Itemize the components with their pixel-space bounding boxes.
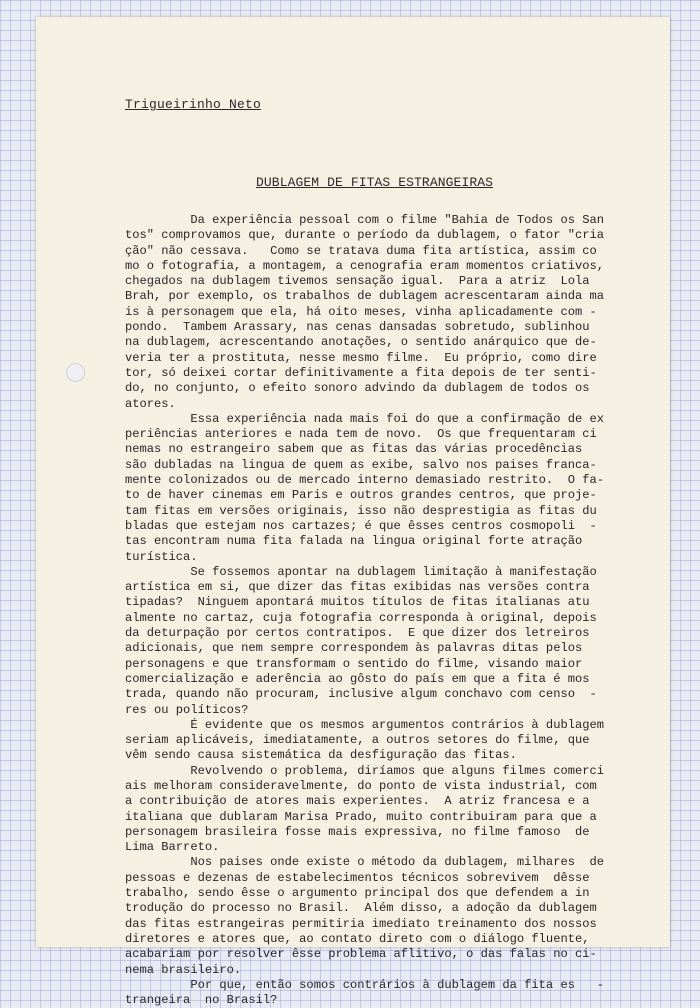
- text-line: almente no cartaz, cuja fotografia corresponda à original, depois: [125, 610, 597, 625]
- document-body: [125, 213, 625, 1008]
- text-line: trangeira no Brasil?: [125, 993, 278, 1008]
- document-page: [36, 17, 670, 1008]
- text-line: trodução do processo no Brasil. Além disso, a adoção da dublagem: [125, 901, 597, 916]
- text-line: vêm sendo causa sistemática da desfiguração das fitas.: [125, 748, 517, 763]
- text-line: nema brasileiro.: [125, 962, 242, 977]
- text-line: tas encontram numa fita falada na lingua original forte atração: [125, 534, 583, 549]
- text-line: Lima Barreto.: [125, 840, 220, 855]
- text-line: periências anteriores e nada tem de novo. Os que frequentaram ci: [125, 427, 597, 442]
- text-line: diretores e atores que, ao contato direto com o diálogo fluente,: [125, 931, 590, 946]
- text-line: to de haver cinemas em Paris e outros grandes centros, que proje-: [125, 488, 597, 503]
- text-line: comercialização e aderência ao gôsto do país em que a fita é mos: [125, 671, 590, 686]
- text-line: ção" não cessava. Como se tratava duma fita artística, assim co: [125, 243, 597, 258]
- text-line: adicionais, que nem sempre correspondem às palavras ditas pelos: [125, 641, 583, 656]
- text-line: a contribuição de atores mais experientes. A atriz francesa e a: [125, 794, 590, 809]
- text-line: Se fossemos apontar na dublagem limitação à manifestação: [125, 564, 597, 579]
- punch-hole: [66, 363, 85, 382]
- text-line: nemas no estrangeiro sabem que as fitas das várias procedências: [125, 442, 583, 457]
- text-line: acabariam por resolver êsse problema aflitivo, o das falas no ci-: [125, 947, 597, 962]
- document-title: DUBLAGEM DE FITAS ESTRANGEIRAS: [256, 175, 494, 190]
- text-line: artística em si, que dizer das fitas exibidas nas versões contra: [125, 580, 590, 595]
- text-line: mente colonizados ou de mercado interno demasiado restrito. O fa-: [125, 473, 604, 488]
- text-line: Da experiência pessoal com o filme "Bahia de Todos os San: [125, 213, 604, 227]
- text-line: Por que, então somos contrários à dublagem da fita es -: [125, 977, 604, 992]
- text-line: Brah, por exemplo, os trabalhos de dublagem acrescentaram ainda ma: [125, 289, 604, 304]
- text-line: trabalho, sendo êsse o argumento principal dos que defendem a in: [125, 886, 590, 901]
- text-line: veria ter a prostituta, nesse mesmo filme. Eu próprio, como dire: [125, 350, 597, 365]
- text-line: res ou políticos?: [125, 702, 249, 717]
- text-line: tam fitas em versões originais, isso não desprestigia as fitas du: [125, 503, 597, 518]
- text-line: das fitas estrangeiras permitiria imediato treinamento dos nossos: [125, 916, 597, 931]
- text-line: Revolvendo o problema, diríamos que alguns filmes comerci: [125, 763, 604, 778]
- text-line: da deturpação por certos contratipos. E que dizer dos letreiros: [125, 626, 590, 641]
- text-line: personagens e que transformam o sentido do filme, visando maior: [125, 656, 583, 671]
- text-line: Essa experiência nada mais foi do que a confirmação de ex: [125, 411, 604, 426]
- text-line: do, no conjunto, o efeito sonoro advindo da dublagem de todos os: [125, 381, 590, 396]
- text-line: ais melhoram consideravelmente, do ponto de vista industrial, com: [125, 778, 597, 793]
- text-line: is à personagem que ela, há oito meses, vinha aplicadamente com -: [125, 304, 597, 319]
- text-line: na dublagem, acrescentando anotações, o sentido anárquico que de-: [125, 335, 597, 350]
- text-line: italiana que dublaram Marisa Prado, muito contribuiram para que a: [125, 809, 597, 824]
- text-line: chegados na dublagem tivemos sensação igual. Para a atriz Lola: [125, 274, 590, 289]
- text-line: personagem brasileira fosse mais expressiva, no filme famoso de: [125, 824, 590, 839]
- text-line: mo o fotografia, a montagem, a cenografia eram momentos criativos,: [125, 258, 604, 273]
- text-line: atores.: [125, 396, 176, 411]
- text-line: bladas que estejam nos cartazes; é que êsses centros cosmopoli -: [125, 518, 597, 533]
- text-line: pessoas e dezenas de estabelecimentos técnicos sobrevivem dêsse: [125, 870, 590, 885]
- text-line: Nos paises onde existe o método da dublagem, milhares de: [125, 855, 604, 870]
- text-line: pondo. Tambem Arassary, nas cenas dansadas sobretudo, sublinhou: [125, 320, 590, 335]
- text-line: É evidente que os mesmos argumentos contrários à dublagem: [125, 717, 604, 732]
- text-line: tor, só deixei cortar definitivamente a fita depois de ter senti-: [125, 365, 597, 380]
- text-line: trada, quando não procuram, inclusive algum conchavo com censo -: [125, 687, 597, 702]
- text-line: turística.: [125, 549, 198, 564]
- author-name: Trigueirinho Neto: [125, 97, 262, 112]
- text-line: tipadas? Ninguem apontará muitos títulos de fitas italianas atu: [125, 595, 590, 610]
- text-line: tos" comprovamos que, durante o período da dublagem, o fator "cria: [125, 228, 604, 243]
- text-line: são dubladas na lingua de quem as exibe, salvo nos paises franca-: [125, 457, 597, 472]
- text-line: seriam aplicáveis, imediatamente, a outros setores do filme, que: [125, 733, 590, 748]
